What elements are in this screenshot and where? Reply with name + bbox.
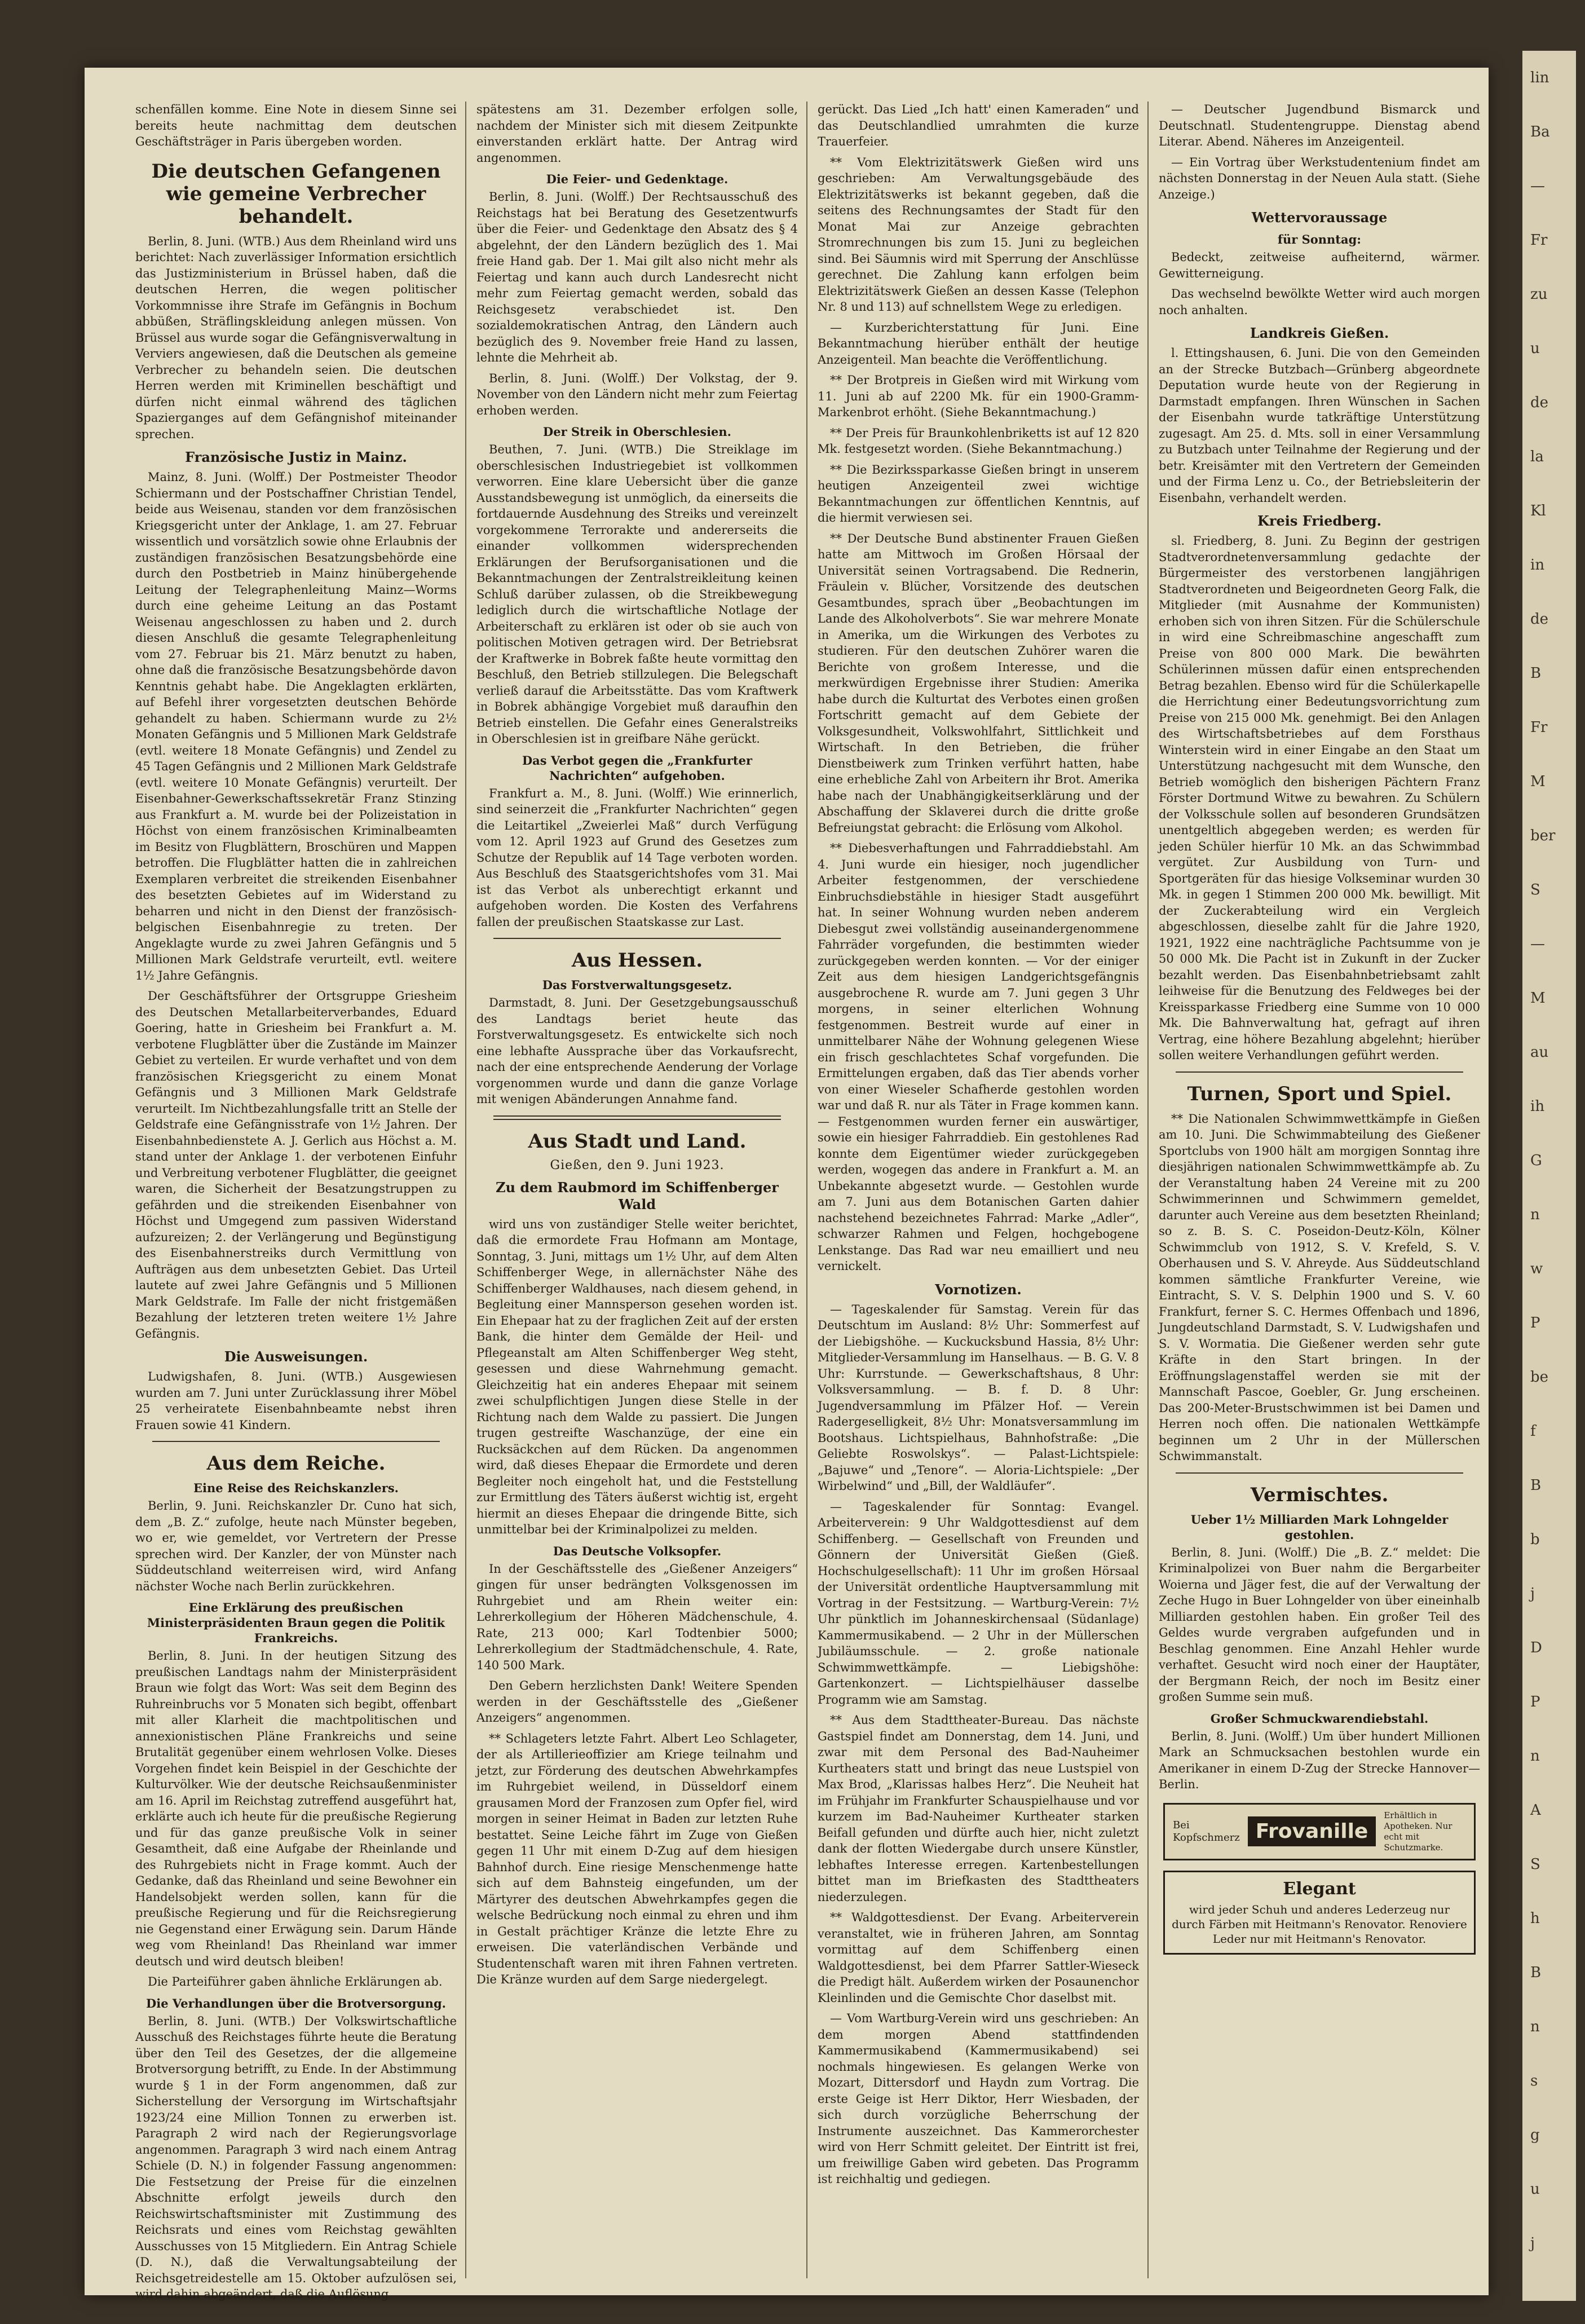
headline: Die Verhandlungen über die Brotversorgung. bbox=[146, 1996, 446, 2010]
advertisement-frovanille bbox=[1163, 1803, 1476, 1860]
margin-fragment: Fr bbox=[1530, 232, 1548, 249]
subheadline: für Sonntag: bbox=[1277, 232, 1362, 246]
article-text: ** Diebesverhaftungen und Fahrraddiebstahl. Am 4. Juni wurde ein hiesiger, noch jugendlicher Arbeiter festgenommen, der verschiedene Einbruchsdiebstähle in hiesiger Stadt ausgeführt hat. In seiner Wohnung wurden neben anderem Diebesgut zwei vollständig auseinandergenommene Fahrräder vorgefunden, die bestimmten wieder zurückgegeben werden konnten. — Vor der einiger Zeit aus dem hiesigen Landgerichtsgefängnis ausgebrochene R. wurde am 7. Juni gegen 3 Uhr morgens, in seiner elterlichen Wohnung festgenommen. Bestreit wurde auf einer in unmittelbarer Nähe der Wohnung gelegenen Wiese ein frisch geschlachtetes Schaf vorgefunden. Die Ermittelungen ergaben, daß das Tier abends vorher von einer Wieseler Schafherde gestohlen worden war und daß R. nur als Täter in Frage kommen kann. — Festgenommen wurden ferner ein auswärtiger, sowie ein hiesiger Fahrraddieb. Ein gestohlenes Rad konnte dem Eigentümer wieder zurückgegeben werden, wogegen das andere in Frankfurt a. M. an Unbekannte abgesetzt wurde. — Gestohlen wurde am 7. Juni aus dem Botanischen Garten dahier nachstehend bezeichnetes Fahrrad: Marke „Adler“, schwarzer Rahmen und Felgen, hochgebogene Lenkstange. Das Rad war neu emailliert und neu vernickelt. bbox=[818, 841, 1139, 1273]
article-text: schenfällen komme. Eine Note in diesem Sinne sei bereits heute nachmittag dem deutschen Geschäftsträger in Paris übergeben worden. bbox=[135, 103, 457, 148]
article-text: gerückt. Das Lied „Ich hatt' einen Kameraden“ und das Deutschlandlied umrahmten die kurze Trauerfeier. bbox=[818, 103, 1139, 148]
margin-fragment: — bbox=[1530, 936, 1545, 952]
margin-fragment: be bbox=[1530, 1369, 1549, 1386]
section-heading: Aus Stadt und Land. bbox=[528, 1130, 747, 1153]
article-text: sl. Friedberg, 8. Juni. Zu Beginn der gestrigen Stadtverordnetenversammlung gedachte der Bürgermeister des verstorbenen langjährigen Stadtverordneten und Beigeordneten Georg Falk, die Mitglieder (mit Ausnahme der Kommunisten) erhoben sich von ihren Sitzen. Für die Schülerschule in wird eine Schreibmaschine angeschafft zum Preise von 800 000 Mark. Die bewährten Schülerinnen müssen dafür einen entsprechenden Betrag bezahlen. Ebenso wird für die Schülerkapelle die Herrichtung einer Bedeutungsvorrichtung zum Preise von 215 000 Mk. genehmigt. Bei den Anlagen des Wirtschaftsbetriebes auf dem Forsthaus Winterstein wird in einer Eingabe an den Staat um Unterstützung nachgesucht mit dem Wunsche, den Betrieb womöglich den bisherigen Pächtern Franz Förster Dortmund Witwe zu bewahren. Zu Schülern der Volksschule sollen auf besonderen Grundsätzen unentgeltlich abgegeben werden; es werden für jeden Schüler hierfür 10 Mk. an das Schwimmbad vergütet. Zur Ausbildung von Turn- und Sportgeräten für das hiesige Volkseminar wurden 30 Mk. in gegen 1 Stimmen 200 000 Mk. bewilligt. Mit der Zuckerabteilung wird ein Vergleich abgeschlossen, dieselbe zahlt für die Jahre 1920, 1921, 1922 eine nachträgliche Pachtsumme von je 50 000 Mk. Die Pacht ist in Zukunft in der Zucker bezahlt werden. Das Eisenbahnbetriebsamt zahlt leihweise für die Benutzung des Feldweges bei der Kreissparkasse Friedberg eine Summe von 10 000 Mk. Die Bahnverwaltung hat, gefragt auf ihren Vertrag, eine höhere Bezahlung abgelehnt; hierüber sollen weitere Verhandlungen geführt werden. bbox=[1159, 534, 1480, 1062]
margin-fragment: B bbox=[1530, 665, 1542, 682]
article-text: — Tageskalender für Samstag. Verein für das Deutschtum im Ausland: 8½ Uhr: Sommerfest auf der Liebigshöhe. — Kuckucksbund Hassia, 8½ Uhr: Mitglieder-Versammlung im Hanselhaus. — B. G. V. 8 Uhr: Kurrstunde. — Gewerkschaftshaus, 8 Uhr: Volksversammlung. — B. f. D. 8 Uhr: Jugendversammlung im Pfälzer Hof. — Verein Radergeselligkeit, 8½ Uhr: Monatsversammlung im Bootshaus. Lichtspielhaus, Bahnhofstraße: „Die Geliebte Roswolskys“. — Palast-Lichtspiele: „Bajuwe“ und „Tenore“. — Aloria-Lichtspiele: „Der Wirbelwind“ und „Bill, der Waldläufer“. bbox=[818, 1302, 1139, 1493]
article-text: Berlin, 8. Juni. (Wolff.) Um über hundert Millionen Mark an Schmucksachen bestohlen wurde ein Amerikaner in einem D-Zug der Strecke Hannover—Berlin. bbox=[1159, 1729, 1480, 1791]
article-text: Berlin, 8. Juni. (Wolff.) Der Rechtsausschuß des Reichstags hat bei Beratung des Gesetzentwurfs über die Feier- und Gedenktage den Absatz des § 4 abgelehnt, der den Ländern bezüglich des 1. Mai freie Hand gab. Der 1. Mai gilt also nicht mehr als Feiertag und kann auch durch Landesrecht nicht mehr zum Feiertag gemacht werden, sobald das Reichsgesetz verabschiedet ist. Den sozialdemokratischen Antrag, den Ländern auch bezüglich des 9. November freie Hand zu lassen, lehnte die Mehrheit ab. bbox=[476, 190, 798, 364]
headline: Großer Schmuckwarendiebstahl. bbox=[1210, 1711, 1429, 1726]
margin-fragment: h bbox=[1530, 1910, 1540, 1927]
article-text: — Tageskalender für Sonntag: Evangel. Arbeiterverein: 9 Uhr Waldgottesdienst auf dem Schiffenberg. — Gesellschaft von Freunden und Gönnern der Universität Gießen (Gieß. Hochschulgesellschaft): 11 Uhr im großen Hörsaal der Universität ordentliche Hauptversammlung mit Vortrag in der Festsitzung. — Wartburg-Verein: 7½ Uhr pünktlich im Johanneskirchensaal (Südanlage) Kammermusikabend. — 2 Uhr in der Müllerschen Jubiläumsschule. — 2. große nationale Schwimmwettkämpfe. — Liebigshöhe: Gartenkonzert. — Lichtspielhäuser dasselbe Programm wie am Samstag. bbox=[818, 1500, 1139, 1706]
article-text: Den Gebern herzlichsten Dank! Weitere Spenden werden in der Geschäftsstelle des „Gießener Anzeigers“ angenommen. bbox=[476, 1679, 798, 1725]
margin-fragment: g bbox=[1530, 2127, 1540, 2144]
headline: Kreis Friedberg. bbox=[1257, 513, 1382, 529]
article-text: Berlin, 8. Juni. (WTB.) Aus dem Rheinland wird uns berichtet: Nach zuverlässiger Information ersichtlich das Justizministerium in Brüssel haben, daß die deutschen Herren, die wegen politischer Vorkommnisse ihre Strafe im Gefängnis in Bochum abbüßen, Sträflingskleidung anlegen müssen. Von Brüssel aus wurde sogar die Gefängnisverwaltung in Verviers angewiesen, daß die Deutschen als gemeine Verbrecher zu behandeln seien. Die deutschen Herren werden mit Kriminellen beschäftigt und dürfen nicht einmal während des täglichen Spazierganges auf dem Gefängnishof miteinander sprechen. bbox=[135, 234, 457, 441]
margin-fragment: P bbox=[1530, 1315, 1540, 1331]
section-heading: Turnen, Sport und Spiel. bbox=[1187, 1082, 1452, 1105]
margin-fragment: B bbox=[1530, 1964, 1542, 1981]
article-text: Berlin, 9. Juni. Reichskanzler Dr. Cuno hat sich, dem „B. Z.“ zufolge, heute nach Münster begeben, wo er, wie gemeldet, vor Vertretern der Presse sprechen wird. Der Kanzler, der von Münster nach Süddeutschland weiterreisen wird, wird Anfang nächster Woche nach Berlin zurückkehren. bbox=[135, 1499, 457, 1593]
article-text: ** Vom Elektrizitätswerk Gießen wird uns geschrieben: Am Verwaltungsgebäude des Elektrizitätswerks ist bekannt gegeben, daß die seitens des Rechnungsamtes der Stadt für den Monat Mai zur Anzeige gebrachten Stromrechnungen bis zum 15. Juni zu begleichen sind. Bei Säumnis wird mit Sperrung der Anschlüsse gerechnet. Die Zahlung kann erfolgen beim Elektrizitätswerk Gießen an dessen Kasse (Telephon Nr. 8 und 113) auf schnellstem Wege zu erledigen. bbox=[818, 155, 1139, 314]
headline: Wettervoraussage bbox=[1251, 209, 1388, 226]
article-text: Ludwigshafen, 8. Juni. (WTB.) Ausgewiesen wurden am 7. Juni unter Zurücklassung ihrer Möbel 25 verheiratete Eisenbahnbeamte nebst ihren Frauen sowie 41 Kindern. bbox=[135, 1370, 457, 1432]
headline: Das Forstverwaltungsgesetz. bbox=[542, 978, 732, 992]
divider bbox=[493, 938, 781, 939]
margin-fragment: u bbox=[1530, 340, 1540, 357]
headline: Zu dem Raubmord im Schiffenberger Wald bbox=[496, 1179, 779, 1212]
column-2 bbox=[476, 102, 798, 2278]
ad-note: Erhältlich in Apotheken. Nur echt mit Schutzmarke. bbox=[1384, 1810, 1452, 1853]
margin-fragment: au bbox=[1530, 1044, 1549, 1061]
article-text: — Ein Vortrag über Werkstudentenium findet am nächsten Donnerstag in der Neuen Aula statt. (Siehe Anzeige.) bbox=[1159, 155, 1480, 201]
column-1 bbox=[135, 102, 457, 2301]
ad-headline: Elegant bbox=[1283, 1878, 1356, 1899]
article-text: In der Geschäftsstelle des „Gießener Anzeigers“ gingen für unser bedrängten Volksgenossen im Ruhrgebiet und am Rhein weiter ein: Lehrerkollegium der Höheren Mädchenschule, 4. Rate, 213 000; Karl Todtenbier 5000; Lehrerkollegium der Stadtmädchenschule, 4. Rate, 140 500 Mark. bbox=[476, 1562, 798, 1672]
margin-fragment: s bbox=[1530, 2072, 1538, 2089]
article-text: ** Der Deutsche Bund abstinenter Frauen Gießen hatte am Mittwoch im Großen Hörsaal der Universität seinen Vortragsabend. Die Rednerin, Fräulein v. Blücher, Vorsitzende des deutschen Gesamtbundes, sprach über „Beobachtungen im Lande des Alkoholverbots“. Sie war mehrere Monate in Amerika, um die Wirkungen des Verbotes zu studieren. Für den deutschen Zuhörer waren die Berichte von großem Interesse, und die merkwürdigen Ergebnisse ihrer Studien: Amerika habe durch die Kulturtat des Verbotes einen großen Fortschritt gemacht auf dem Gebiete der Volksgesundheit, Volkswohlfahrt, Sittlichkeit und Wirtschaft. In den Betrieben, die früher Dienstbeiwerk zum Trinken verführt hatten, habe eine erhebliche Zahl von Arbeitern ihr Brot. Amerika habe nach der Unabhängigkeitserklärung und der Abschaffung der Sklaverei durch die dritte große Befreiungstat gebracht: die Erlösung vom Alkohol. bbox=[818, 531, 1139, 835]
article-text: spätestens am 31. Dezember erfolgen solle, nachdem der Minister sich mit diesem Zeitpunkte einverstanden erklärt hatte. Der Antrag wird angenommen. bbox=[476, 103, 798, 165]
headline: Die Ausweisungen. bbox=[224, 1348, 368, 1365]
margin-fragment: P bbox=[1530, 1694, 1540, 1710]
headline: Eine Reise des Reichskanzlers. bbox=[193, 1481, 399, 1495]
divider bbox=[1176, 1472, 1463, 1474]
ad-text: wird jeder Schuh und anderes Lederzeug nur durch Färben mit Heitmann's Renovator. Renoviere Leder nur mit Heitmann's Renovator. bbox=[1172, 1902, 1467, 1946]
margin-fragment: zu bbox=[1530, 286, 1548, 303]
margin-fragment: j bbox=[1530, 2235, 1535, 2252]
divider bbox=[1176, 1071, 1463, 1073]
article-text: Berlin, 8. Juni. (Wolff.) Der Volkstag, der 9. November von den Ländern nicht mehr zum Feiertag erhoben werden. bbox=[476, 371, 798, 417]
double-divider bbox=[493, 1115, 781, 1120]
margin-fragment: D bbox=[1530, 1639, 1542, 1656]
column-rule bbox=[1147, 102, 1149, 2278]
article-text: Berlin, 8. Juni. (WTB.) Der Volkswirtschaftliche Ausschuß des Reichstages führte heute die Beratung über den Teil des Gesetzes, der die allgemeine Brotversorgung betrifft, zu Ende. In der Abstimmung wurde § 1 in der Form angenommen, daß zur Sicherstellung der Versorgung im Wirtschaftsjahr 1923/24 eine Million Tonnen zu erwerben ist. Paragraph 2 wird nach der Regierungsvorlage angenommen. Paragraph 3 wird nach einem Antrag Schiele (D. N.) in folgender Fassung angenommen: Die Festsetzung der Preise für die einzelnen Abschnitte erfolgt jeweils durch den Reichswirtschaftsminister mit Zustimmung des Reichsrats und eines vom Reichstag gewählten Ausschusses von 15 Mitgliedern. Ein Antrag Schiele (D. N.), daß die Verwaltungsabteilung der Reichsgetreidestelle am 15. Oktober aufzulösen sei, wird dahin abgeändert, daß die Auflösung bbox=[135, 2014, 457, 2301]
margin-fragment: de bbox=[1530, 611, 1549, 628]
article-text: — Deutscher Jugendbund Bismarck und Deutschnatl. Studentengruppe. Dienstag abend Literar. Abend. Näheres im Anzeigenteil. bbox=[1159, 103, 1480, 148]
margin-fragment: S bbox=[1530, 1856, 1540, 1873]
column-3 bbox=[818, 102, 1139, 2278]
column-4 bbox=[1159, 102, 1480, 2278]
headline: Französische Justiz in Mainz. bbox=[185, 449, 407, 465]
advertisement-renovator bbox=[1163, 1871, 1476, 1955]
adjacent-page-margin bbox=[1522, 51, 1576, 2301]
article-text: — Kurzberichterstattung für Juni. Eine Bekanntmachung hierüber enthält der heutige Anzeigenteil. Man beachte die Veröffentlichung. bbox=[818, 320, 1139, 367]
divider bbox=[152, 1441, 440, 1442]
ad-brand: Frovanille bbox=[1248, 1816, 1376, 1846]
margin-fragment: M bbox=[1530, 990, 1546, 1007]
article-text: Darmstadt, 8. Juni. Der Gesetzgebungsausschuß des Landtags beriet heute das Forstverwaltungsgesetz. Es entwickelte sich noch eine lebhafte Aussprache über das Vorkaufsrecht, nach der eine entsprechende Aenderung der Vorlage vorgenommen wurde und dann die ganze Vorlage mit wenigen Abänderungen Annahme fand. bbox=[476, 996, 798, 1106]
article-text: ** Schlageters letzte Fahrt. Albert Leo Schlageter, der als Artillerieoffizier am Kriege teilnahm und jetzt, zur Förderung des deutschen Abwehrkampfes im Ruhrgebiet weilend, in Düsseldorf einem grausamen Mord der Franzosen zum Opfer fiel, wird morgen in seiner Heimat in Baden zur letzten Ruhe bestattet. Seine Leiche fährt im Zuge von Gießen gegen 11 Uhr mit einem D-Zug auf dem hiesigen Bahnhof durch. Eine riesige Menschenmenge hatte sich auf dem Bahnsteig eingefunden, um der Märtyrer des deutschen Abwehrkampfes gegen die welsche Bedrückung noch einmal zu ehren und ihm in Gestalt prächtiger Kränze die letzte Ehre zu erweisen. Die vaterländischen Verbände und Studentenschaft waren mit ihren Fahnen vertreten. Die Kränze wurden auf dem Sarge niedergelegt. bbox=[476, 1731, 798, 1986]
margin-fragment: la bbox=[1530, 448, 1544, 465]
section-heading: Vermischtes. bbox=[1250, 1483, 1389, 1506]
margin-fragment: Kl bbox=[1530, 502, 1546, 519]
margin-fragment: u bbox=[1530, 2181, 1540, 2198]
ad-label: Bei Kopfschmerz bbox=[1173, 1819, 1240, 1844]
article-text: Das wechselnd bewölkte Wetter wird auch morgen noch anhalten. bbox=[1159, 287, 1480, 317]
headline: Eine Erklärung des preußischen Ministerpräsidenten Braun gegen die Politik Frankreichs. bbox=[147, 1600, 445, 1645]
margin-fragment: w bbox=[1530, 1260, 1543, 1277]
section-heading: Aus dem Reiche. bbox=[206, 1452, 386, 1475]
margin-fragment: f bbox=[1530, 1423, 1536, 1440]
newspaper-page bbox=[85, 68, 1489, 2301]
margin-fragment: A bbox=[1530, 1802, 1541, 1819]
margin-fragment: j bbox=[1530, 1585, 1535, 1602]
article-text: Mainz, 8. Juni. (Wolff.) Der Postmeister Theodor Schiermann und der Postschaffner Christian Tendel, beide aus Weisenau, standen vor dem französischen Kriegsgericht unter der Anklage, 1. am 27. Februar wissentlich und vorsätzlich sowie ohne Erlaubnis der zuständigen französischen Besatzungsbehörde eine durch den Postbetrieb in Mainz hinübergehende Leitung der Telegraphenleitung Mainz—Worms durch eine geheime Leitung an das Postamt Weisenau angeschlossen zu haben und 2. durch diesen Anschluß die gesamte Telegraphenleitung vom 27. Februar bis 21. März benutzt zu haben, ohne daß die französische Besatzungsbehörde davon Kenntnis gehabt habe. Die Angeklagten erklärten, auf Befehl ihrer vorgesetzten deutschen Behörde gehandelt zu haben. Schiermann wurde zu 2½ Monaten Gefängnis und 5 Millionen Mark Geldstrafe (evtl. weitere 18 Monate Gefängnis) und Zendel zu 45 Tagen Gefängnis und 2 Millionen Mark Geldstrafe (evtl. weitere 10 Monate Gefängnis) verurteilt. Der Eisenbahner-Gewerkschaftssekretär Franz Stinzing aus Frankfurt a. M. wurde bei der Polizeistation in Höchst von einem französischen Kriminalbeamten im Besitz von Flugblättern, Broschüren und Mappen betroffen. Die Flugblätter hatten die in zahlreichen Exemplaren verbreitet die streikenden Eisenbahner des besetzten Gebietes auf im Widerstand zu beharren und nicht in den Dienst der französisch-belgischen Eisenbahnregie zu treten. Der Angeklagte wurde zu zwei Jahren Gefängnis und 5 Millionen Mark Geldstrafe verurteilt, evtl. weitere 1½ Jahre Gefängnis. bbox=[135, 470, 457, 982]
margin-fragment: ih bbox=[1530, 1098, 1545, 1115]
article-text: Bedeckt, zeitweise aufheiternd, wärmer. Gewitterneigung. bbox=[1159, 250, 1480, 280]
article-text: ** Der Brotpreis in Gießen wird mit Wirkung vom 11. Juni ab auf 2200 Mk. für ein 1900-Gramm-Markenbrot erhöht. (Siehe Bekanntmachung.) bbox=[818, 373, 1139, 419]
headline: Landkreis Gießen. bbox=[1250, 325, 1389, 341]
headline: Der Streik in Oberschlesien. bbox=[543, 425, 731, 439]
headline: Das Verbot gegen die „Frankfurter Nachrichten“ aufgehoben. bbox=[522, 753, 753, 783]
article-text: Frankfurt a. M., 8. Juni. (Wolff.) Wie erinnerlich, sind seinerzeit die „Frankfurter Nachrichten“ gegen die Leitartikel „Zweierlei Maß“ durch Verfügung vom 12. April 1923 auf Grund des Gesetzes zum Schutze der Republik auf 14 Tage verboten worden. Aus Beschluß des Staatsgerichtshofes vom 31. Mai ist das Verbot als unberechtigt erkannt und aufgehoben worden. Die Kosten des Verfahrens fallen der preußischen Staatskasse zur Last. bbox=[476, 786, 798, 929]
article-text: Berlin, 8. Juni. (Wolff.) Die „B. Z.“ meldet: Die Kriminalpolizei von Buer nahm die Bergarbeiter Woierna und Jäger fest, die auf der Verwaltung der Zeche Hugo in Buer Lohngelder von über eineinhalb Milliarden gestohlen haben. Ein großer Teil des Geldes wurde vergraben aufgefunden und in Beschlag genommen. Eine Anzahl Hehler wurde verhaftet. Gesucht wird noch einer der Hauptäter, der Bergmann Reich, der noch im Besitz einer großen Summe sein muß. bbox=[1159, 1545, 1480, 1704]
article-text: Der Geschäftsführer der Ortsgruppe Griesheim des Deutschen Metallarbeiterverbandes, Eduard Goering, hatte in Griesheim bei Frankfurt a. M. verbotene Flugblätter über die Zustände im Mainzer Gebiet zu verteilen. Er wurde verhaftet und von dem französischen Kriegsgericht zu einem Monat Gefängnis und 3 Millionen Mark Geldstrafe verurteilt. Im Nichtbezahlungsfalle tritt an Stelle der Geldstrafe eine Gefängnisstrafe von 1½ Jahren. Der Eisenbahnbedienstete A. J. Gerlich aus Höchst a. M. stand unter der Anklage 1. der verbotenen Einfuhr und Verbreitung verbotener Flugblätter, die geeignet waren, die Sicherheit der Besatzungstruppen zu gefährden und die streikenden Eisenbahner von Höchst und Umgegend zum passiven Widerstand aufzureizen; 2. der Verlängerung und Begünstigung des Eisenbahnerstreiks durch Vermittlung von Aufträgen aus dem unbesetzten Gebiet. Das Urteil lautete auf zwei Jahre Gefängnis und 5 Millionen Mark Geldstrafe. Im Falle der nicht fristgemäßen Bezahlung der letzteren treten weitere 1½ Jahre Gefängnis. bbox=[135, 989, 457, 1340]
article-text: ** Aus dem Stadttheater-Bureau. Das nächste Gastspiel findet am Donnerstag, dem 14. Juni, und zwar mit dem Personal des Bad-Nauheimer Kurtheaters statt und bringt das neue Lustspiel von Max Brod, „Klarissas halbes Herz“. Die Neuheit hat im Frühjahr im Frankfurter Schauspielhause und vor kurzem im Bad-Nauheimer Kurtheater starken Beifall gefunden und dürfte auch hier, nicht zuletzt dank der flotten Wiedergabe durch unsere Künstler, lebhaftes Interesse erregen. Kartenbestellungen bittet man im Briefkasten des Stadttheaters niederzulegen. bbox=[818, 1713, 1139, 1904]
margin-fragment: S bbox=[1530, 881, 1540, 898]
margin-fragment: B bbox=[1530, 1477, 1542, 1494]
margin-fragment: de bbox=[1530, 394, 1549, 411]
margin-fragment: b bbox=[1530, 1531, 1540, 1548]
article-text: ** Der Preis für Braunkohlenbriketts ist auf 12 820 Mk. festgesetzt worden. (Siehe Bekanntmachung.) bbox=[818, 426, 1139, 456]
article-text: ** Die Bezirkssparkasse Gießen bringt in unserem heutigen Anzeigenteil zwei wichtige Bekanntmachungen zur öffentlichen Kenntnis, auf die hiermit verwiesen sei. bbox=[818, 462, 1139, 524]
margin-fragment: ber bbox=[1530, 827, 1556, 844]
margin-fragment: — bbox=[1530, 178, 1545, 195]
margin-fragment: n bbox=[1530, 2018, 1540, 2035]
article-text: ** Die Nationalen Schwimmwettkämpfe in Gießen am 10. Juni. Die Schwimmabteilung des Gießener Sportclubs von 1900 hält am morgigen Sonntag ihre diesjährigen nationalen Schwimmwettkämpfe ab. Zu der Veranstaltung haben 24 Vereine mit zu 200 Schwimmerinnen und Schwimmern gemeldet, darunter auch Vereine aus dem besetzten Rheinland; so z. B. S. C. Poseidon-Deutz-Köln, Kölner Schwimmclub von 1912, S. V. Krefeld, S. V. Oberhausen und S. V. Ahreyde. Aus Süddeutschland kommen sämtliche Frankfurter Vereine, wie Eintracht, S. V. S. Delphin 1900 und S. V. 60 Frankfurt, ferner S. C. Hermes Offenbach und 1896, Jungdeutschland Darmstadt, S. V. Ludwigshafen und S. V. Wormatia. Die Gießener werden sehr gute Kräfte in den Start bringen. In der Eröffnungslagenstaffel werden sie mit der Mannschaft Pascoe, Goebler, Gr. Jung erscheinen. Das 200-Meter-Brustschwimmen ist bei Damen und Herren noch offen. Die nationalen Wettkämpfe beginnen um 2 Uhr in der Müllerschen Schwimmanstalt. bbox=[1159, 1112, 1480, 1463]
margin-fragment: Fr bbox=[1530, 719, 1548, 736]
margin-fragment: n bbox=[1530, 1748, 1540, 1765]
article-text: l. Ettingshausen, 6. Juni. Die von den Gemeinden an der Strecke Butzbach—Grünberg abgeordnete Deputation wurde heute von der Regierung in Darmstadt empfangen. Ihren Wünschen in Sachen der Eisenbahn wurde tatkräftige Unterstützung zugesagt. Am 25. d. Mts. soll in einer Versammlung zu Butzbach unter Teilnahme der Regierung und der betr. Kreisämter mit den Vertretern der Gemeinden und der Firma Lenz u. Co., der Betriebsleiterin der Eisenbahn, verhandelt werden. bbox=[1159, 346, 1480, 505]
margin-fragment: lin bbox=[1530, 69, 1549, 86]
headline: Die deutschen Gefangenen wie gemeine Verbrecher behandelt. bbox=[151, 160, 441, 228]
article-text: Die Parteiführer gaben ähnliche Erklärungen ab. bbox=[148, 1975, 443, 1988]
margin-fragment: n bbox=[1530, 1206, 1540, 1223]
margin-fragment: G bbox=[1530, 1152, 1542, 1169]
headline: Die Feier- und Gedenktage. bbox=[546, 172, 729, 186]
margin-fragment: in bbox=[1530, 557, 1545, 574]
section-heading: Aus Hessen. bbox=[571, 949, 703, 972]
headline: Vornotizen. bbox=[935, 1281, 1022, 1298]
margin-fragment: M bbox=[1530, 773, 1546, 790]
dateline: Gießen, den 9. Juni 1923. bbox=[550, 1158, 725, 1172]
column-rule bbox=[465, 102, 466, 2278]
article-text: ** Waldgottesdienst. Der Evang. Arbeiterverein veranstaltet, wie in früheren Jahren, am Sonntag vormittag auf dem Schiffenberg einen Waldgottesdienst, bei dem Pfarrer Sattler-Wieseck die Predigt hält. Außerdem wirken der Posaunenchor Kleinlinden und die Gemischte Chor daselbst mit. bbox=[818, 1911, 1139, 2005]
margin-fragment: Ba bbox=[1530, 124, 1550, 140]
article-text: Berlin, 8. Juni. In der heutigen Sitzung des preußischen Landtags nahm der Ministerpräsident Braun wie folgt das Wort: Was seit dem Beginn des Ruhreinbruchs vor 5 Monaten sich begibt, offenbart mit aller Klarheit die machtpolitischen und annexionistischen Pläne Frankreichs und seine Brutalität gegenüber einem wehrlosen Volke. Dieses Vorgehen findet kein Beispiel in der Geschichte der Kulturvölker. Wie der deutsche Reichsaußenminister am 16. April im Reichstag zutreffend ausgeführt hat, erklärte auch ich heute für die preußische Regierung und für das ganze preußische Volk in seiner Gesamtheit, daß eine Aufgabe der Rheinlande und des Ruhrgebiets nicht in Frage kommt. Auch der Gedanke, daß das Rheinland und seine Bewohner ein Handelsobjekt werden sollen, kann für die preußische Regierung und für die Reichsregierung nie Gegenstand einer Erwägung sein. Darum Hände weg vom Rheinland! Das Rheinland war immer deutsch und wird deutsch bleiben! bbox=[135, 1649, 457, 1968]
article-text: Beuthen, 7. Juni. (WTB.) Die Streiklage im oberschlesischen Industriegebiet ist vollkommen verworren. Eine klare Uebersicht über die ganze Ausstandsbewegung ist unmöglich, da einerseits die fortdauernde Ausdehnung des Streiks und vereinzelt vorgekommene Terrorakte und andererseits die einander vollkommen widersprechenden Erklärungen der Berufsorganisationen und die Bekanntmachungen der Zentralstreikleitung keinen Schluß darüber zulassen, ob die Streikbewegung lediglich durch die wirtschaftliche Notlage der Arbeiterschaft zu erklären ist oder ob sie auch von politischen Motiven getragen wird. Der Betriebsrat der Kraftwerke in Bobrek faßte heute vormittag den Beschluß, den Betrieb stillzulegen. Die Belegschaft verließ darauf die Arbeitsstätte. Das vom Kraftwerk in Bobrek abhängige Vorgebiet muß daraufhin den Betrieb einstellen. Die Gefahr eines Generalstreiks in Oberschlesien ist in greifbare Nähe gerückt. bbox=[476, 443, 798, 746]
article-text: wird uns von zuständiger Stelle weiter berichtet, daß die ermordete Frau Hofmann am Montage, Sonntag, 3. Juni, mittags um 1½ Uhr, auf dem Alten Schiffenberger Wege, in allernächster Nähe des Schiffenberger Waldhauses, nach diesem gehend, in Begleitung einer Mannsperson gesehen worden ist. Ein Ehepaar hat zu der fraglichen Zeit auf der ersten Bank, die hinter dem Gemälde der Heil- und Pflegeanstalt am Alten Schiffenberger Weg steht, gesessen und diese Wahrnehmung gemacht. Gleichzeitig hat ein anderes Ehepaar mit seinem zwei schulpflichtigen Jungen diese Stelle in der Richtung nach dem Walde zu passiert. Die Jungen trugen gestreifte Waschanzüge, der eine ein Rucksäckchen auf dem Rücken. Da angenommen wird, daß dieses Ehepaar die Ermordete und deren Begleiter noch eingeholt hat, und die Feststellung zur Ermittlung des Täters äußerst wichtig ist, ergeht hiermit an dieses Ehepaar die dringende Bitte, sich unmittelbar bei der Kriminalpolizei zu melden. bbox=[476, 1217, 798, 1536]
headline: Ueber 1½ Milliarden Mark Lohngelder gestohlen. bbox=[1190, 1512, 1449, 1542]
column-rule bbox=[806, 102, 807, 2278]
article-text: — Vom Wartburg-Verein wird uns geschrieben: An dem morgen Abend stattfindenden Kammermusikabend (Kammermusikabend) sei nochmals hingewiesen. Es gelangen Werke von Mozart, Dittersdorf und Haydn zum Vortrag. Die erste Geige ist Herr Diktor, Herr Wiesbaden, der sich durch vorzügliche Beherrschung der Instrumente auszeichnet. Das Kammerorchester wird von Herr Schmitt geleitet. Der Eintritt ist frei, um freiwillige Gaben wird gebeten. Das Programm ist reichhaltig und gediegen. bbox=[818, 2012, 1139, 2186]
headline: Das Deutsche Volksopfer. bbox=[553, 1544, 722, 1558]
